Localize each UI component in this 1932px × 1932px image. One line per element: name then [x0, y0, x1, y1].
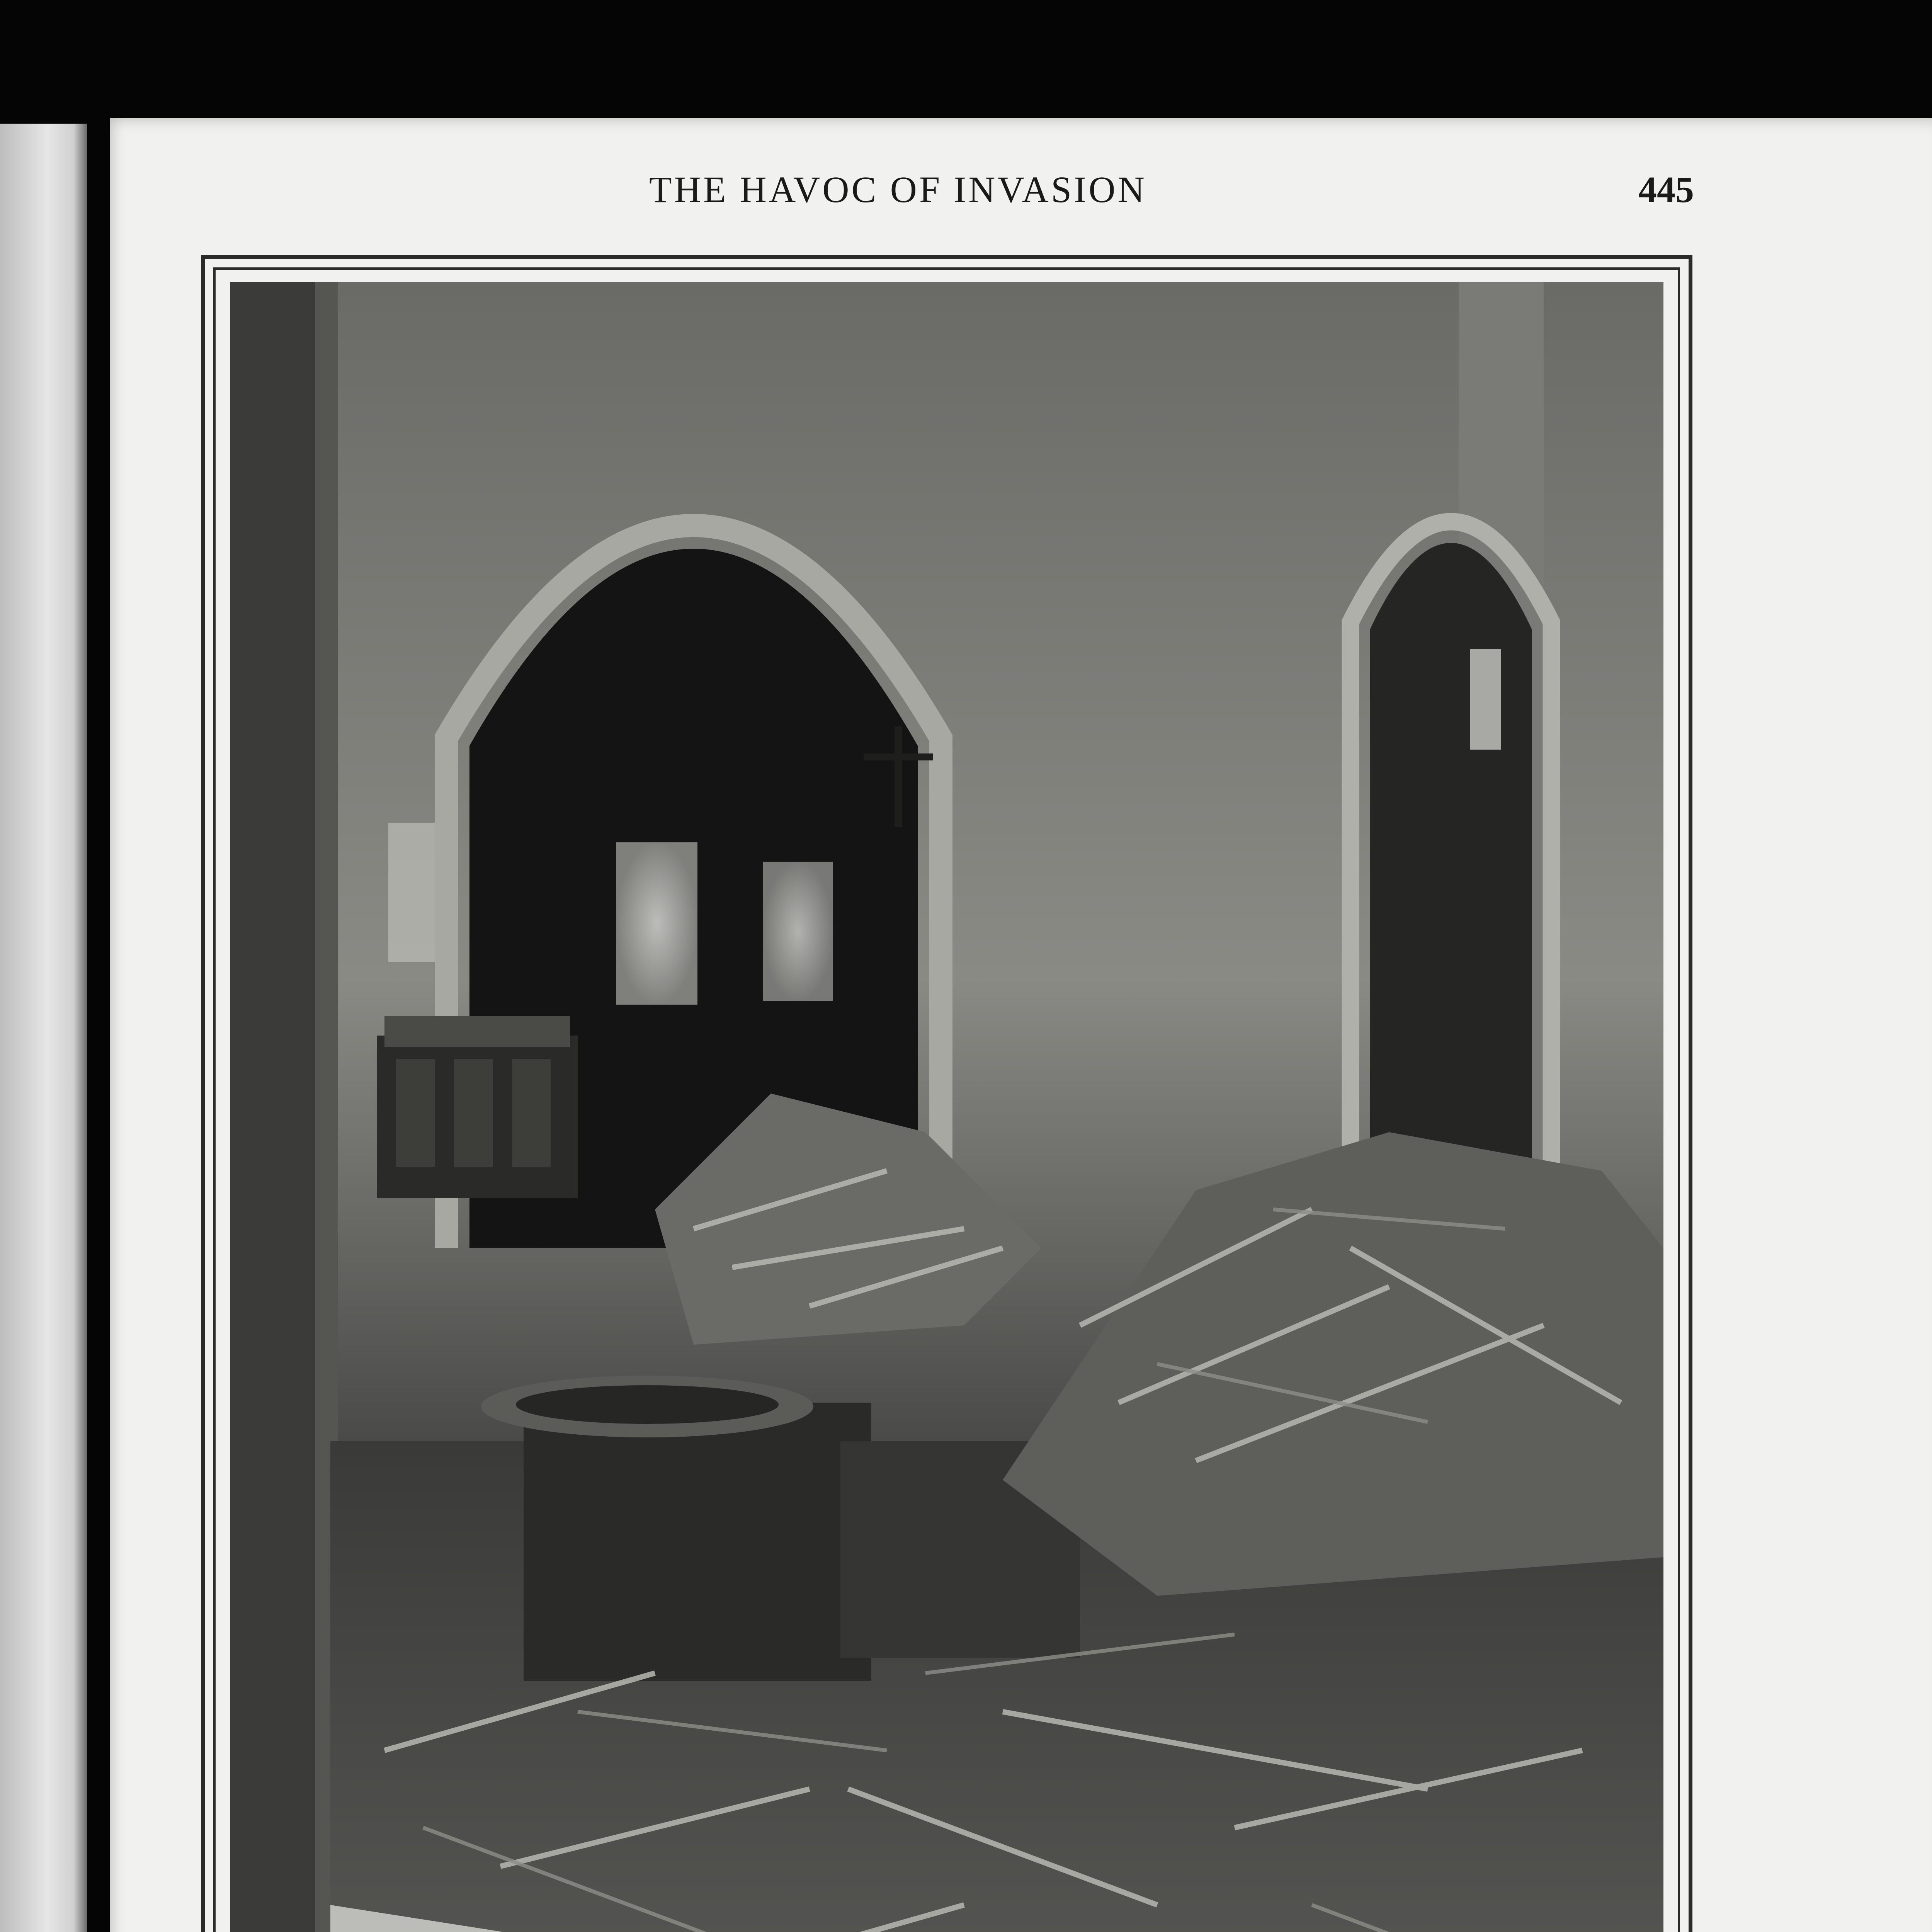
page-number: 445 — [1638, 169, 1694, 210]
photo-illustration — [230, 282, 1663, 1932]
running-head — [0, 168, 1932, 222]
left-page-edge — [0, 124, 87, 1932]
running-title: THE HAVOC OF INVASION — [649, 169, 1147, 210]
church-ruins-photo — [230, 282, 1663, 1932]
